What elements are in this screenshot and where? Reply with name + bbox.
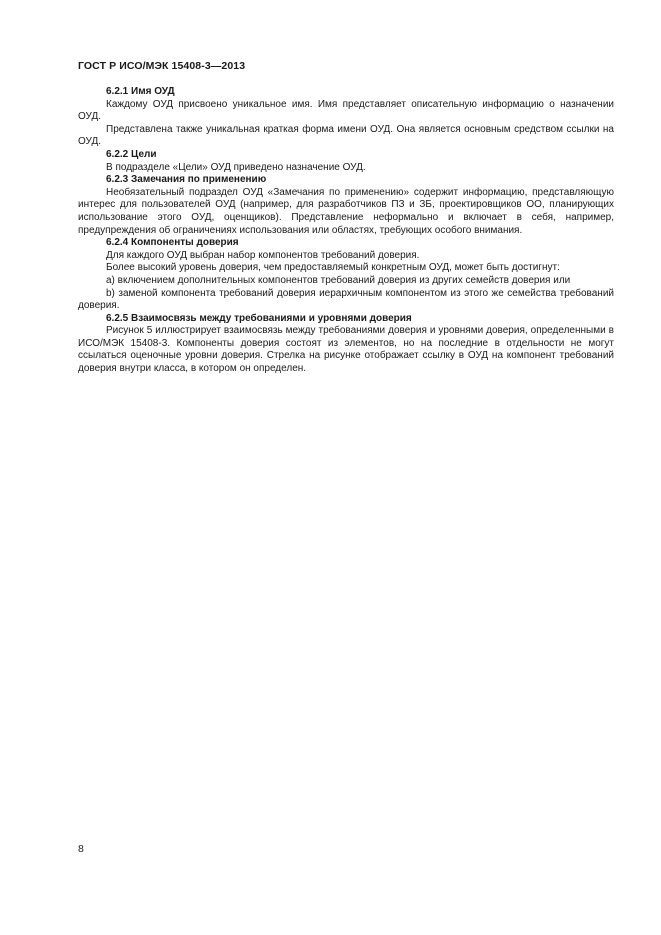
paragraph: Более высокий уровень доверия, чем предоставляемый конкретным ОУД, может быть достигнут: (106, 262, 560, 274)
section-heading-6-2-3: 6.2.3 Замечания по применению (106, 174, 267, 186)
paragraph: Каждому ОУД присвоено уникальное имя. Имя представляет описательную информацию о назначении ОУД. (78, 98, 614, 123)
page-number: 8 (78, 843, 84, 855)
document-body (78, 86, 614, 376)
document-header: ГОСТ Р ИСО/МЭК 15408-3—2013 (78, 60, 246, 72)
paragraph: В подразделе «Цели» ОУД приведено назначение ОУД. (106, 161, 366, 173)
section-heading-6-2-2: 6.2.2 Цели (106, 148, 157, 160)
section-heading-6-2-1: 6.2.1 Имя ОУД (106, 86, 175, 97)
paragraph: Представлена также уникальная краткая форма имени ОУД. Она является основным средством ссылки на ОУД. (78, 123, 614, 148)
section-heading-6-2-5: 6.2.5 Взаимосвязь между требованиями и уровнями доверия (106, 312, 412, 324)
paragraph: Необязательный подраздел ОУД «Замечания по применению» содержит информацию, представляющую интерес для пользователей ОУД (например, для разработчиков ПЗ и ЗБ, проектировщиков ОО, планирующих использование этого ОУД, оценщиков). Представление неформально и включает в себя, например, предупреждения об ограничениях использования или областях, требующих особого внимания. (78, 186, 614, 236)
section-heading-6-2-4: 6.2.4 Компоненты доверия (106, 237, 239, 249)
paragraph: Для каждого ОУД выбран набор компонентов требований доверия. (106, 249, 420, 261)
paragraph: Рисунок 5 иллюстрирует взаимосвязь между требованиями доверия и уровнями доверия, определенными в ИСО/МЭК 15408-3. Компоненты доверия состоят из элементов, но на последние в отдельности не могут ссылаться оценочные уровни доверия. Стрелка на рисунке отображает ссылку в ОУД на компонент требований доверия внутри класса, в котором он определен. (78, 325, 614, 375)
list-item-b: b) заменой компонента требований доверия иерархичным компонентом из этого же семейства требований доверия. (78, 287, 614, 312)
list-item-a: a) включением дополнительных компонентов требований доверия из других семейств доверия или (106, 274, 571, 286)
